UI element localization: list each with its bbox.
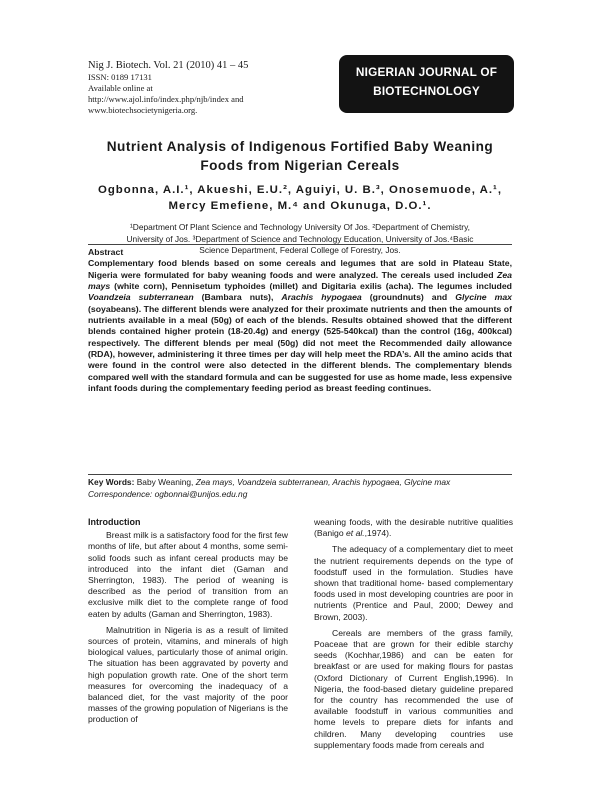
- journal-citation-block: [88, 59, 318, 116]
- citation-line: Nig J. Biotech. Vol. 21 (2010) 41 – 45: [88, 60, 249, 71]
- paragraph-text: weaning foods, with the desirable nutritive qualities (Banigo: [314, 517, 513, 539]
- affiliation-line3: Science Department, Federal College of Forestry, Jos.: [199, 245, 401, 256]
- abstract-text-part: Complementary food blends based on some cereals and legumes that are sold in Plateau State, Nigeria were formulated for baby weaning foods and were analyzed. The cereals used included: [88, 258, 512, 280]
- issn-line: ISSN: 0189 17131: [88, 72, 152, 82]
- species-name: Voandzeia subterranean: [88, 292, 194, 303]
- keywords-line: [88, 477, 512, 488]
- title-line1: Nutrient Analysis of Indigenous Fortified Baby Weaning: [106, 139, 494, 154]
- abstract-text-part: (Bambara nuts),: [193, 292, 282, 303]
- keywords-plain: Baby Weaning,: [134, 477, 196, 487]
- body-column-left: [88, 517, 288, 726]
- citation-etal: et al.: [346, 528, 365, 539]
- paper-title: [88, 137, 512, 175]
- url-line-ajol: http://www.ajol.info/index.php/njb/index and: [88, 94, 244, 104]
- abstract-block: [88, 247, 512, 394]
- affiliation-line1: ¹Department Of Plant Science and Technology University Of Jos. ²Department of Chemistry,: [130, 222, 470, 232]
- abstract-text-part: (white corn), Pennisetum typhoides (millet) and Digitaria exilis (acha). The legumes included: [110, 281, 512, 292]
- journal-badge: [339, 55, 514, 113]
- paragraph: The adequacy of a complementary diet to meet the nutrient requirements depends on the type of foodstuff used in the formulation. Studies have shown that traditional home- based complementary foods used in most developing countries are poor in nutrients (Prentice and Paul, 2000; Dewey and Brown, 2003).: [314, 544, 513, 622]
- available-online-line: Available online at: [88, 83, 153, 93]
- species-name: Zea mays: [88, 269, 512, 292]
- introduction-heading: Introduction: [88, 517, 141, 527]
- abstract-text: [88, 258, 512, 393]
- keywords-label: Key Words:: [88, 477, 135, 487]
- paragraph-text: ,1974).: [364, 528, 392, 539]
- paragraph: [314, 517, 513, 539]
- paragraph: Malnutrition in Nigeria is as a result of limited sources of protein, vitamins, and minerals of high biological values, particularly those of animal origin. The situation has been aggravated by poverty and high population growth rate. One of the short term measures for overcoming the inadequacy of a balanced diet, for the vast majority of the poor masses of the growing population of Nigerians is the production of: [88, 624, 288, 725]
- species-name: Glycine max: [455, 292, 512, 303]
- species-name: Arachis hypogaea: [281, 292, 362, 303]
- author-list: [92, 182, 508, 214]
- paragraph: Cereals are members of the grass family, Poaceae that are grown for their edible starchy seeds (Kochhar,1986) and can be eaten for breakfast or are used for making flours for pastas (Oxford Dictionary of Current English,1996). In Nigeria, the food-based dietary guideline prepared for the country has recommended the use of available foodstuff in various communities and home levels to prepare diets for infants and children. Many developing countries use supplementary foods made from cereals and: [314, 627, 513, 750]
- correspondence-email: Correspondence: ogbonnai@unijos.edu.ng: [88, 489, 248, 499]
- divider-top: [88, 244, 512, 245]
- paragraph: Breast milk is a satisfactory food for the first few months of life, but after about 4 months, some semi-solid foods such as infant cereal products may be introduced into the infant diet (Gaman and Sherrington, 1983). The period of weaning is described as the period of transition from an exclusive milk diet to the complete range of food eaten by adults (Gaman and Sherrington, 1983).: [88, 530, 288, 619]
- url-line-society: www.biotechsocietynigeria.org.: [88, 105, 198, 115]
- title-line2: Foods from Nigerian Cereals: [200, 158, 400, 173]
- authors-line1: Ogbonna, A.I.¹, Akueshi, E.U.², Aguiyi, U. B.³, Onosemuode, A.¹,: [97, 184, 503, 196]
- body-column-right: [314, 517, 513, 751]
- journal-badge-line2: BIOTECHNOLOGY: [373, 84, 480, 98]
- abstract-text-part: (soyabeans). The different blends were analyzed for their proximate nutrients and then the amounts of nutrients available in a meal (50g) of each of the blends. Results obtained showed that the different blends contained higher protein (18-20.4g) and energy (525-540kcal) than the control (16g, 400kcal) respectively. The different blends per meal (50g) did not meet the Recommended daily allowance (RDA), however, administering it three times per day will help meet the RDA’s. All the amino acids that were found in the control were also detected in the different blends. The complementary blends compared well with the standard formula and can be suggested for use as home made, less expensive infant foods during the complementary feeding period as breast feeding continues.: [88, 303, 512, 394]
- keywords-italic: Zea mays, Voandzeia subterranean, Arachis hypogaea, Glycine max: [195, 477, 451, 487]
- affiliation-line2: University of Jos. ³Department of Science and Technology Education, University of Jos.⁴Basic: [126, 233, 474, 244]
- divider-bottom: [88, 474, 512, 475]
- abstract-heading: Abstract: [88, 247, 124, 257]
- authors-line2: Mercy Emefiene, M.⁴ and Okunuga, D.O.¹.: [168, 200, 432, 212]
- journal-badge-line1: NIGERIAN JOURNAL OF: [355, 65, 498, 79]
- abstract-text-part: (groundnuts) and: [361, 292, 456, 303]
